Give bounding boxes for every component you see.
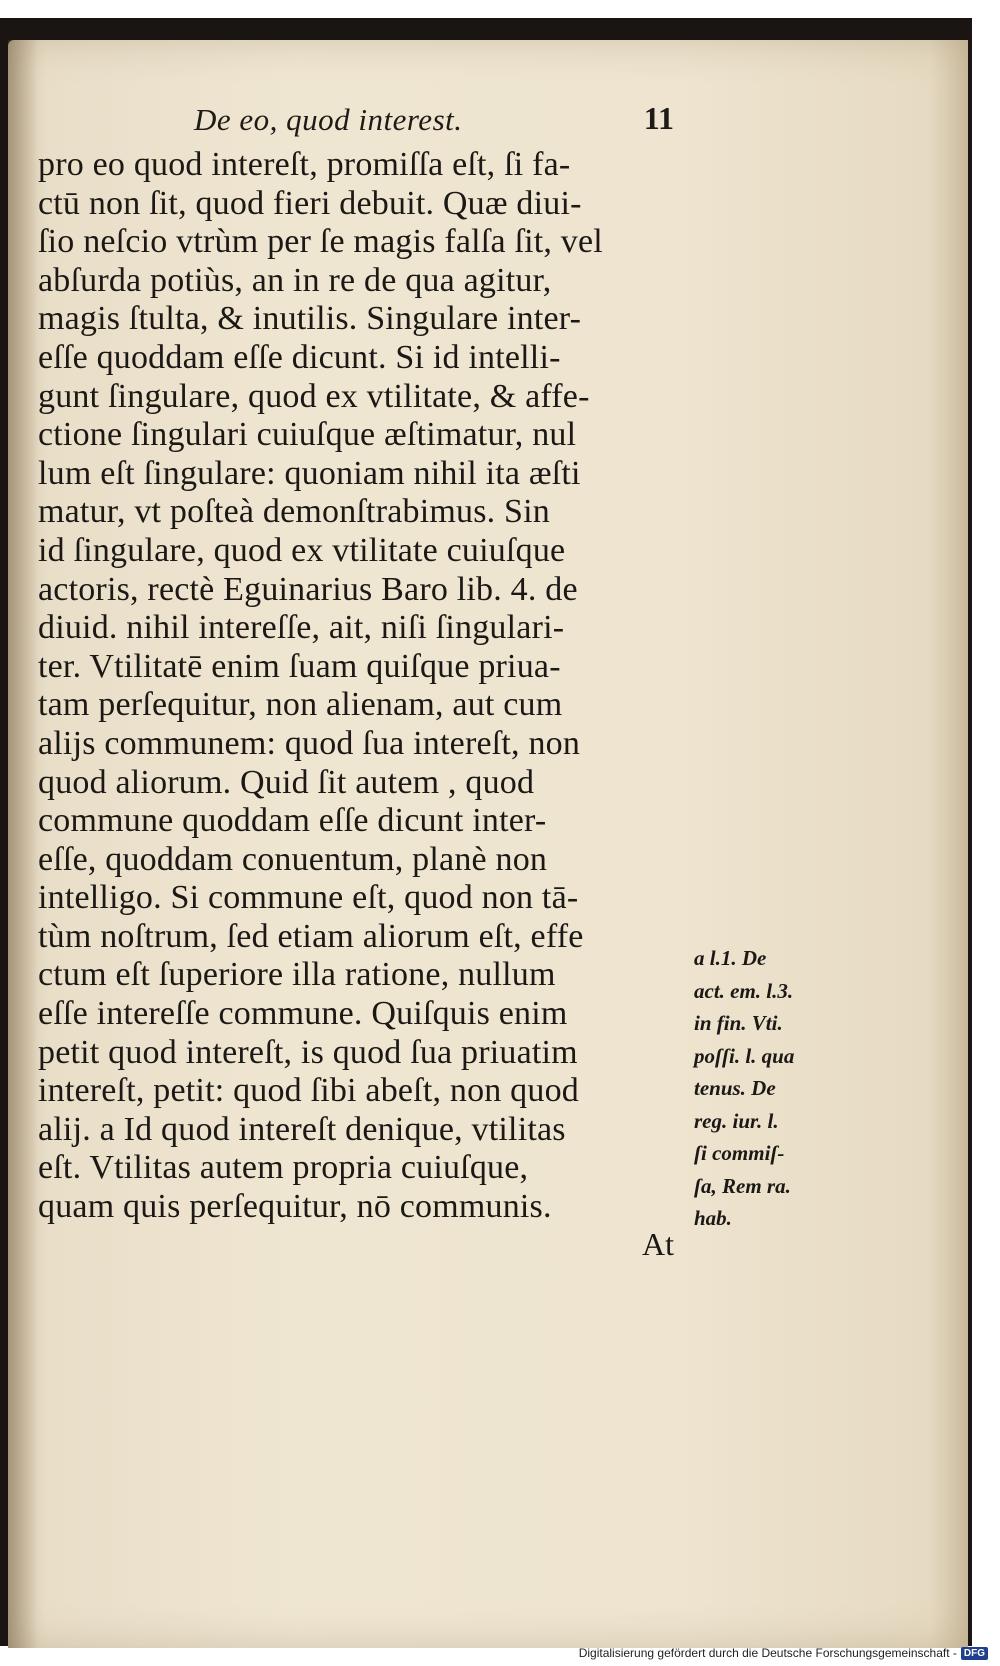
body-text bbox=[38, 146, 698, 1227]
margin-note-line: tenus. De bbox=[694, 1076, 776, 1100]
text-line: ter. Vtilitatē enim ſuam quiſque priua- bbox=[38, 647, 561, 685]
text-line: tam perſequitur, non alienam, aut cum bbox=[38, 686, 563, 724]
text-line: ctum eſt ſuperiore illa ratione, nullum bbox=[38, 956, 556, 994]
text-line: tùm noſtrum, ſed etiam aliorum eſt, effe bbox=[38, 917, 584, 955]
text-line: id ſingulare, quod ex vtilitate cuiuſque bbox=[38, 531, 566, 569]
text-line: gunt ſingulare, quod ex vtilitate, & affe- bbox=[38, 377, 590, 415]
text-line: eſſe, quoddam conuentum, planè non bbox=[38, 840, 548, 878]
margin-note-line: reg. iur. l. bbox=[694, 1108, 779, 1133]
credit-text: Digitalisierung gefördert durch die Deutsche Forschungsgemeinschaft - bbox=[578, 1646, 957, 1660]
marginal-notes bbox=[694, 942, 824, 1235]
text-line: quod aliorum. Quid ſit autem , quod bbox=[38, 763, 535, 801]
text-line: alijs communem: quod ſua intereſt, non bbox=[38, 724, 581, 762]
text-line: abſurda potiùs, an in re de qua agitur, bbox=[38, 261, 552, 299]
text-line: actoris, rectè Eguinarius Baro lib. 4. de bbox=[38, 570, 578, 608]
margin-note-line: hab. bbox=[694, 1206, 732, 1230]
margin-note-line: act. em. l.3. bbox=[694, 978, 794, 1003]
page-number: 11 bbox=[643, 100, 674, 136]
text-line: alij. a Id quod intereſt denique, vtilitas bbox=[38, 1110, 566, 1148]
text-line: commune quoddam eſſe dicunt inter- bbox=[38, 802, 547, 840]
text-line: eſſe intereſſe commune. Quiſquis enim bbox=[38, 995, 568, 1033]
text-line: quam quis perſequitur, nō communis. bbox=[38, 1188, 552, 1226]
text-line: magis ſtulta, & inutilis. Singulare inter- bbox=[38, 300, 582, 338]
spine-shadow bbox=[8, 40, 38, 1648]
text-line: lum eſt ſingulare: quoniam nihil ita æſti bbox=[38, 454, 581, 492]
text-line: petit quod intereſt, is quod ſua priuatim bbox=[38, 1033, 578, 1071]
text-line: eſt. Vtilitas autem propria cuiuſque, bbox=[38, 1149, 529, 1187]
margin-note-line: ſa, Rem ra. bbox=[694, 1173, 791, 1198]
margin-note-line: ſi commiſ- bbox=[694, 1141, 785, 1165]
text-line: ctū non ſit, quod fieri debuit. Quæ diui- bbox=[38, 184, 582, 222]
text-line: diuid. nihil intereſſe, ait, niſi ſingulari- bbox=[38, 609, 565, 647]
margin-note-line: poſſi. l. qua bbox=[694, 1043, 795, 1068]
catchword: At bbox=[642, 1226, 674, 1262]
text-line: matur, vt poſteà demonſtrabimus. Sin bbox=[38, 493, 550, 531]
margin-note-line: a l.1. De bbox=[694, 946, 767, 970]
running-head: De eo, quod interest. bbox=[194, 102, 463, 137]
digitization-credit bbox=[579, 1644, 988, 1662]
margin-note-line: in fin. Vti. bbox=[694, 1011, 783, 1035]
text-line: intelligo. Si commune eſt, quod non tā- bbox=[38, 879, 579, 917]
page-header bbox=[184, 100, 674, 146]
text-line: intereſt, petit: quod ſibi abeſt, non quod bbox=[38, 1072, 579, 1110]
text-line: ſio neſcio vtrùm per ſe magis falſa ſit, vel bbox=[38, 223, 603, 261]
text-line: ctione ſingulari cuiuſque æſtimatur, nul bbox=[38, 416, 577, 454]
text-line: pro eo quod intereſt, promiſſa eſt, ſi fa- bbox=[38, 146, 571, 183]
dfg-logo: DFG bbox=[961, 1647, 988, 1660]
text-line: eſſe quoddam eſſe dicunt. Si id intelli- bbox=[38, 338, 561, 376]
